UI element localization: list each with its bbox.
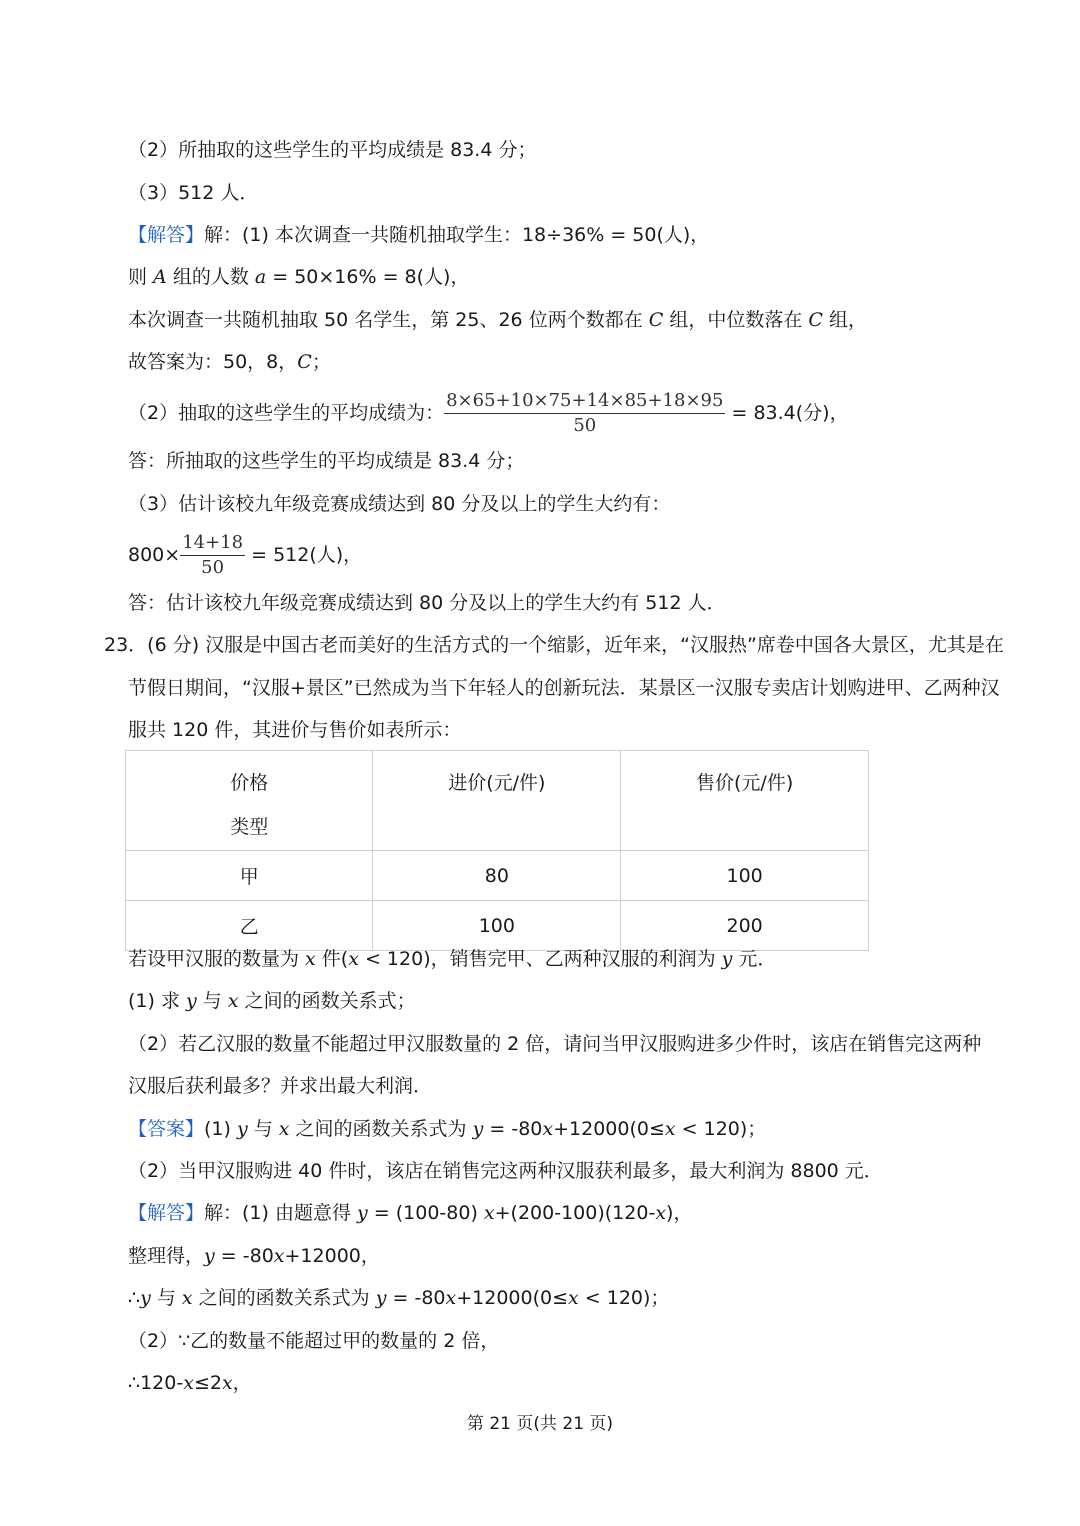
question-23-part-2-line-1: （2）若乙汉服的数量不能超过甲汉服数量的 2 倍，请问当甲汉服购进多少件时，该店在销售完这两种: [128, 1033, 982, 1055]
answer-23-line-2: （2）当甲汉服购进 40 件时，该店在销售完这两种汉服获利最多，最大利润为 8800 元．: [128, 1160, 883, 1182]
price-table: [125, 750, 869, 951]
solution-23-line-2: 整理得，y = -80x+12000，: [128, 1245, 380, 1267]
answer-tag: 【答案】: [128, 1118, 205, 1140]
solution-line-3: 本次调查一共随机抽取 50 名学生，第 25、26 位两个数都在 C 组，中位数落在 C 组，: [128, 309, 867, 331]
question-23-part-1: (1) 求 y 与 x 之间的函数关系式；: [128, 990, 416, 1012]
answer-line-2: （2）所抽取的这些学生的平均成绩是 83.4 分；: [128, 139, 537, 161]
table-row: 乙 100 200: [126, 901, 869, 951]
solution-23-line-3: ∴y 与 x 之间的函数关系式为 y = -80x+12000(0≤x < 120)；: [128, 1287, 670, 1309]
solution-line-5: （2）抽取的这些学生的平均成绩为： $\frac{8\times 65+10\times 75+14\times 85+18\times 95}{50}$ = 83.4(分)，: [128, 390, 849, 436]
question-23-stem-3: 服共 120 件，其进价与售价如表所示：: [128, 719, 462, 741]
solution-line-1: 【解答】解：(1) 本次调查一共随机抽取学生：18÷36% = 50(人)，: [128, 224, 710, 246]
solution-line-9: 答：估计该校九年级竞赛成绩达到 80 分及以上的学生大约有 512 人．: [128, 592, 726, 614]
estimate-fraction: $\frac{14+18}{50}$: [182, 532, 244, 578]
solution-line-7: （3）估计该校九年级竞赛成绩达到 80 分及以上的学生大约有：: [128, 493, 671, 515]
solution-line-6: 答：所抽取的这些学生的平均成绩是 83.4 分；: [128, 450, 525, 472]
answer-line-3: （3）512 人．: [128, 182, 259, 204]
header-sale: 售价(元/件): [621, 751, 869, 851]
question-23-stem-1: 23．(6 分) 汉服是中国古老而美好的生活方式的一个缩影，近年来，“汉服热”席卷中国各大景区，尤其是在: [104, 634, 1004, 656]
solution-line-2: 则 A 组的人数 a = 50×16% = 8(人)，: [128, 266, 470, 288]
solution-23-line-4: （2）∵乙的数量不能超过甲的数量的 2 倍，: [128, 1330, 500, 1352]
mean-fraction: $\frac{8\times 65+10\times 75+14\times 85+18\times 95}{50}$: [446, 390, 724, 436]
solution-23-line-1: 【解答】解：(1) 由题意得 y = (100-80) x+(200-100)(120-x)，: [128, 1202, 693, 1224]
table-row: 甲 80 100: [126, 851, 869, 901]
question-23-part-2-line-2: 汉服后获利最多？并求出最大利润．: [128, 1075, 433, 1097]
solution-tag: 【解答】: [128, 1202, 205, 1224]
question-23-stem-2: 节假日期间，“汉服+景区”已然成为当下年轻人的创新玩法．某景区一汉服专卖店计划购进甲、乙两种汉: [128, 677, 1000, 699]
header-diagonal-cell: 价格 类型: [126, 751, 373, 851]
solution-tag: 【解答】: [128, 224, 205, 246]
answer-23-line-1: 【答案】(1) y 与 x 之间的函数关系式为 y = -80x+12000(0≤x < 120)；: [128, 1118, 767, 1140]
header-cost: 进价(元/件): [373, 751, 621, 851]
page-footer: 第 21 页(共 21 页): [466, 1414, 614, 1434]
table-header-row: [126, 751, 869, 851]
solution-line-4: 故答案为：50，8，C；: [128, 351, 331, 373]
solution-line-8: 800× $\frac{14+18}{50}$ = 512(人)，: [128, 532, 363, 578]
solution-23-line-5: ∴120-x≤2x，: [128, 1372, 252, 1394]
question-23-setup: 若设甲汉服的数量为 x 件(x < 120)，销售完甲、乙两种汉服的利润为 y 元．: [128, 948, 777, 970]
